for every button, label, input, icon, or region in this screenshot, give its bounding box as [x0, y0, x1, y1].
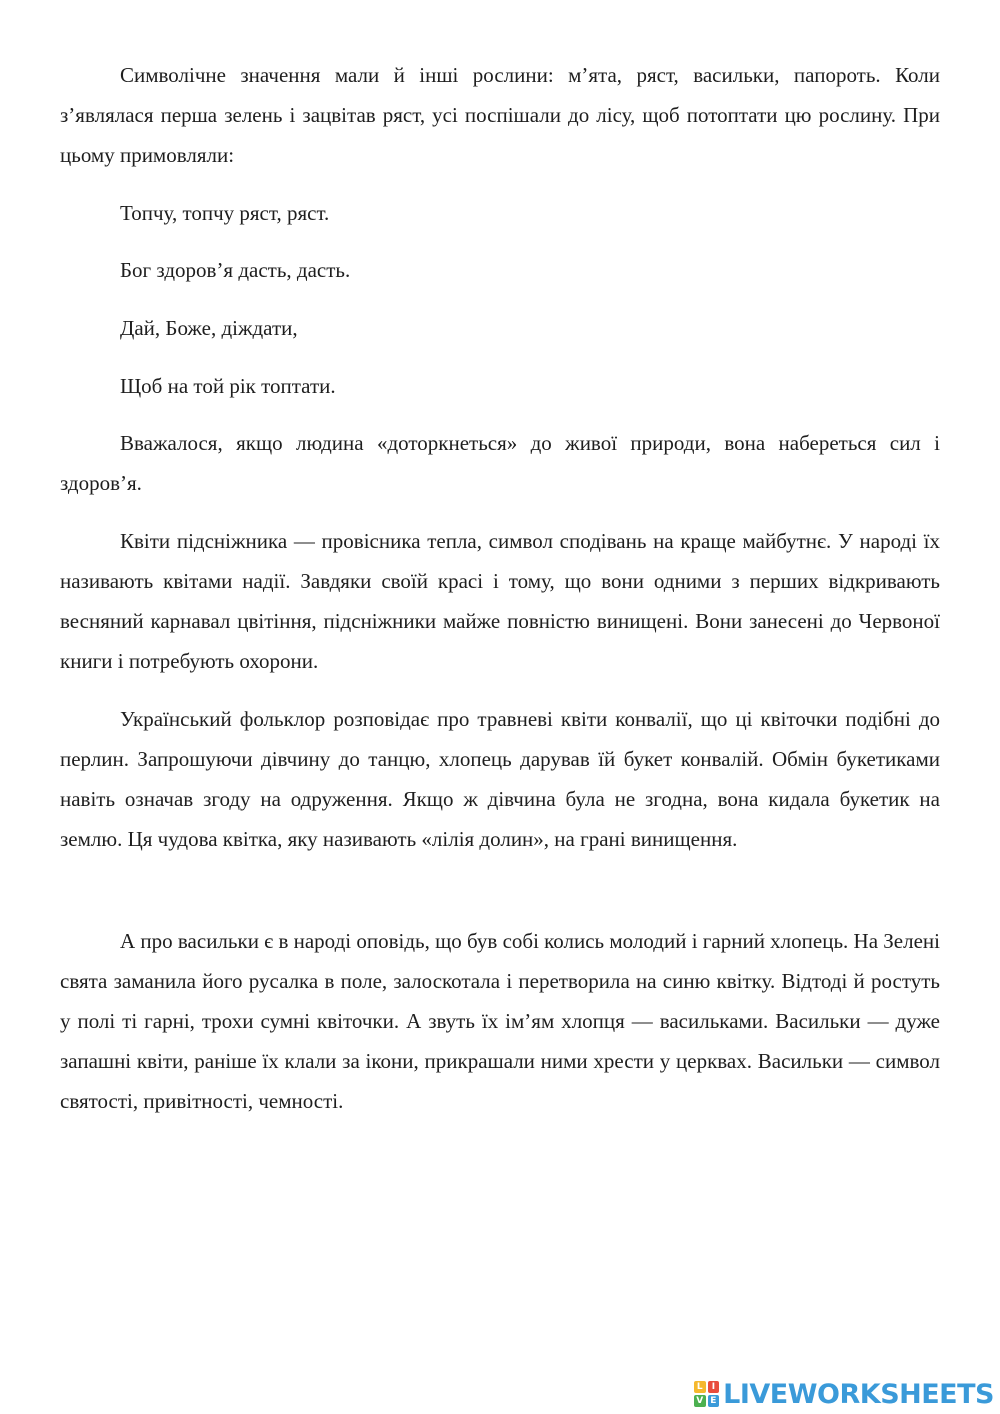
logo-tile-e: E [708, 1395, 720, 1407]
verse-line-1: Топчу, топчу ряст, ряст. [120, 201, 330, 225]
paragraph-intro: Символічне значення мали й інші рослини: м’ята, ряст, васильки, папороть. Коли з’являлася перша зелень і зацвітав ряст, усі поспішали до лісу, щоб потоптати цю рослину. При цьому примовляли: [60, 63, 940, 167]
logo-tile-v: V [694, 1395, 706, 1407]
paragraph-cornflower: А про васильки є в народі оповідь, що був собі колись молодий і гарний хлопець. На Зелені свята заманила його русалка в поле, залоскотала і перетворила на синю квітку. Відтоді й ростуть у полі ті гарні, трохи сумні квіточки. А звуть їх ім’ям хлопця — васильками. Васильки — дуже запашні квіти, раніше їх клали за ікони, прикрашали ними хрести у церквах. Васильки — символ святості, привітності, чемності. [60, 929, 940, 1113]
liveworksheets-wordmark: LIVEWORKSHEETS [723, 1378, 994, 1410]
paragraph-nature: Вважалося, якщо людина «доторкнеться» до живої природи, вона набереться сил і здоров’я. [60, 431, 940, 495]
verse-line-4: Щоб на той рік топтати. [120, 374, 336, 398]
liveworksheets-logo[interactable] [694, 1374, 994, 1414]
verse-line-2: Бог здоров’я дасть, дасть. [120, 258, 351, 282]
logo-tile-l: L [694, 1381, 706, 1393]
paragraph-lily: Український фольклор розповідає про травневі квіти конвалії, що ці квіточки подібні до перлин. Запрошуючи дівчину до танцю, хлопець дарував їй букет конвалій. Обмін букетиками навіть означав згоду на одруження. Якщо ж дівчина була не згодна, вона кидала букетик на землю. Ця чудова квітка, яку називають «лілія долин», на грані винищення. [60, 707, 940, 851]
verse-line-3: Дай, Боже, діждати, [120, 316, 298, 340]
logo-tile-i: I [708, 1381, 720, 1393]
paragraph-snowdrop: Квіти підсніжника — провісника тепла, символ сподівань на краще майбутнє. У народі їх називають квітами надії. Завдяки своїй красі і тому, що вони одними з перших відкривають весняний карнавал цвітіння, підсніжники майже повністю винищені. Вони занесені до Червоної книги і потребують охорони. [60, 529, 940, 673]
liveworksheets-icon [694, 1381, 719, 1407]
